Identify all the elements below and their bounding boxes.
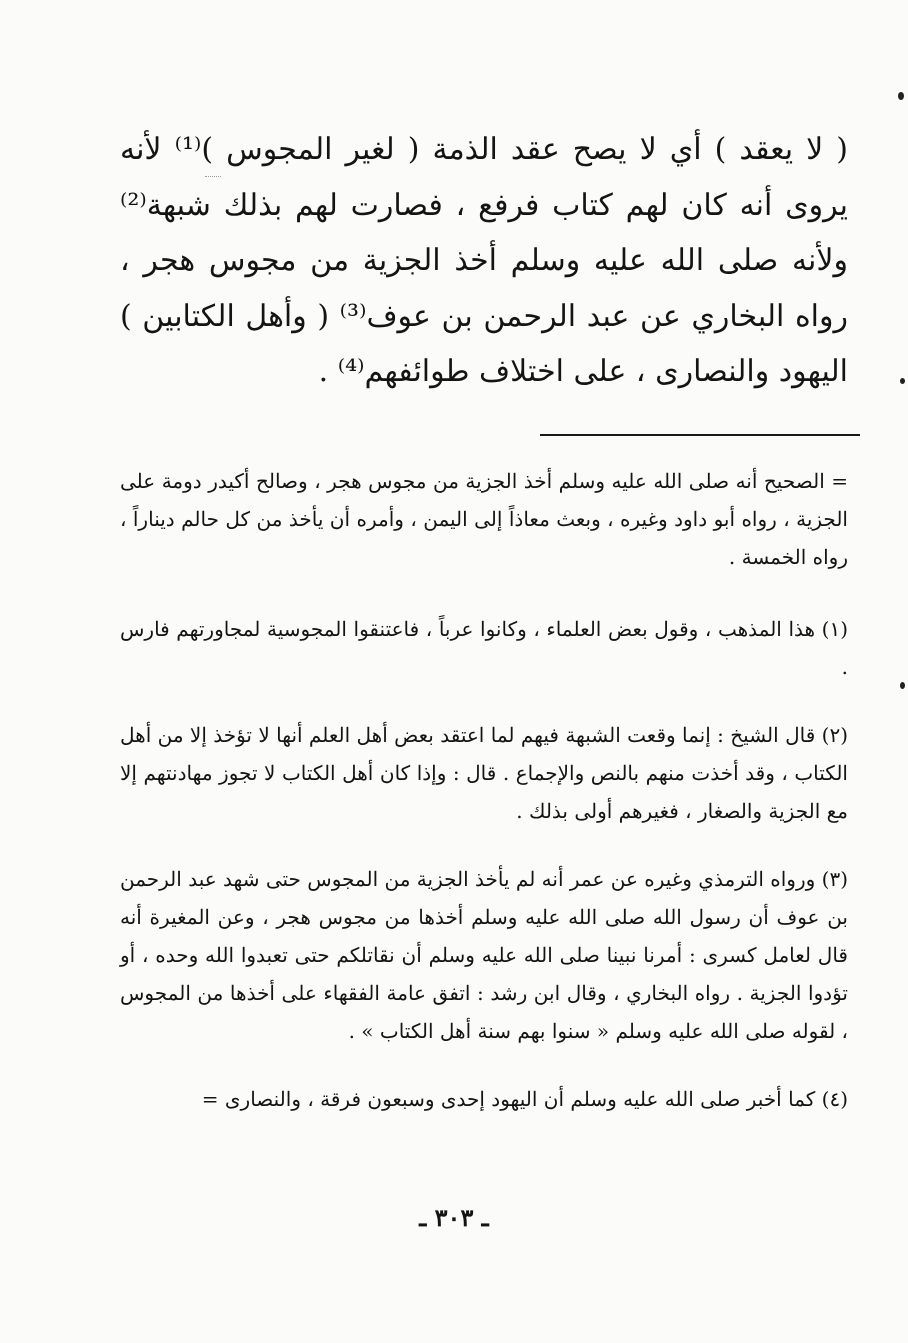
footnote-separator xyxy=(540,434,860,436)
footnotes-block xyxy=(120,462,848,1118)
footnote-3: (٣) ورواه الترمذي وغيره عن عمر أنه لم يأخذ الجزية من المجوس حتى شهد عبد الرحمن بن عوف أن رسول الله صلى الله عليه وسلم أخذها من مجوس هجر ، وعن المغيرة أنه قال لعامل كسرى : أمرنا نبينا صلى الله عليه وسلم أن نقاتلكم حتى تعبدوا الله وحده ، أو تؤدوا الجزية . رواه البخاري ، وقال ابن رشد : اتفق عامة الفقهاء على أخذها من المجوس ، لقوله صلى الله عليه وسلم « سنوا بهم سنة أهل الكتاب » . xyxy=(120,867,848,1043)
main-text-block xyxy=(120,122,848,400)
footnote-1: (١) هذا المذهب ، وقول بعض العلماء ، وكانوا عرباً ، فاعتنقوا المجوسية لمجاورتهم فارس . xyxy=(120,617,848,679)
margin-mark xyxy=(900,378,905,384)
margin-mark xyxy=(900,682,905,689)
footnote-continuation: = الصحيح أنه صلى الله عليه وسلم أخذ الجزية من مجوس هجر ، وصالح أكيدر دومة على الجزية ، رواه أبو داود وغيره ، وبعث معاذاً إلى اليمن ، وأمره أن يأخذ من كل حالم ديناراً ، رواه الخمسة . xyxy=(120,469,848,569)
margin-mark xyxy=(898,92,904,100)
page-number: ـ ٣٠٣ ـ xyxy=(419,1203,489,1232)
footnote-2: (٢) قال الشيخ : إنما وقعت الشبهة فيهم لما اعتقد بعض أهل العلم أنها لا تؤخذ إلا من أهل الكتاب ، وقد أخذت منهم بالنص والإجماع . قال : وإذا كان أهل الكتاب لا تجوز مهادنتهم إلا مع الجزية والصغار ، فغيرهم أولى بذلك . xyxy=(120,723,848,823)
main-paragraph: ( لا يعقد ) أي لا يصح عقد الذمة ( لغير المجوس )⁽¹⁾ لأنه يروى أنه كان لهم كتاب فرفع ، فصارت لهم بذلك شبهة⁽²⁾ ولأنه صلى الله عليه وسلم أخذ الجزية من مجوس هجر ، رواه البخاري عن عبد الرحمن بن عوف⁽³⁾ ( وأهل الكتابين ) اليهود والنصارى ، على اختلاف طوائفهم⁽⁴⁾ . xyxy=(120,132,848,389)
footnote-4: (٤) كما أخبر صلى الله عليه وسلم أن اليهود إحدى وسبعون فرقة ، والنصارى = xyxy=(201,1087,848,1111)
